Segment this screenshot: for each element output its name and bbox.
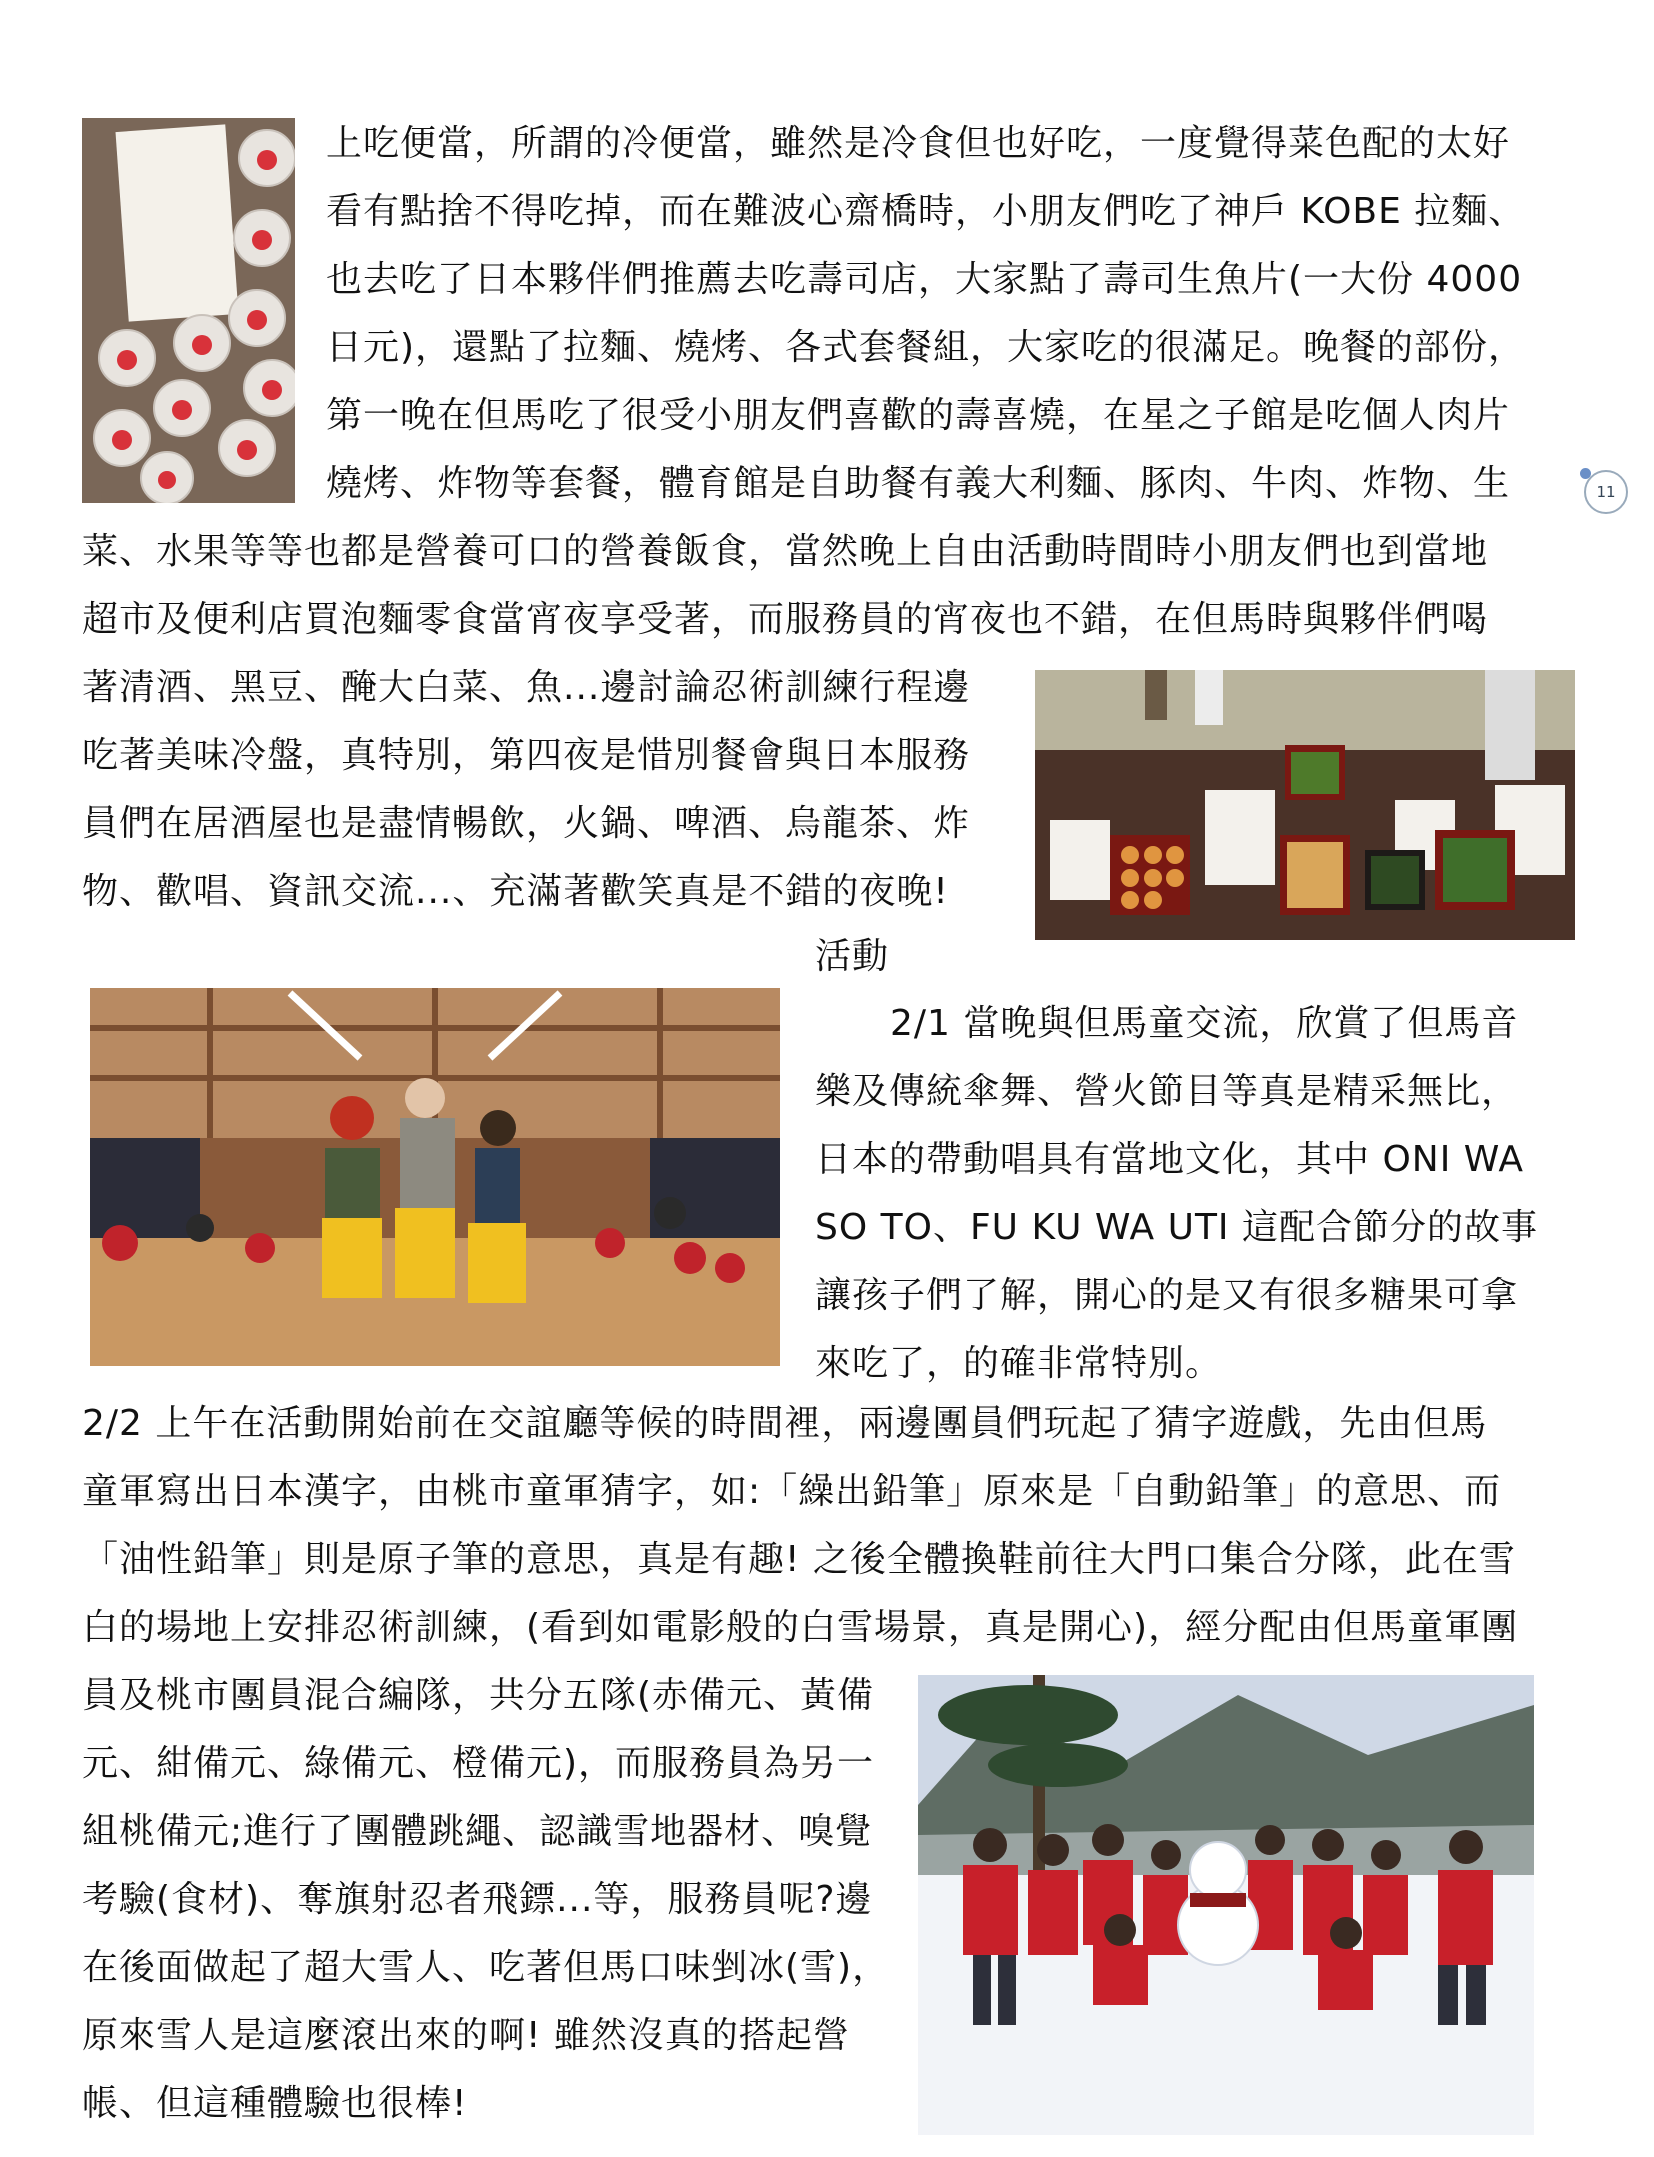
text-line: 也去吃了日本夥伴們推薦去吃壽司店，大家點了壽司生魚片(一大份 4000	[326, 259, 1523, 300]
text-line: 童軍寫出日本漢字，由桃市童軍猜字，如:「繰出鉛筆」原來是「自動鉛筆」的意思、而	[82, 1471, 1502, 1512]
text-line: 考驗(食材)、奪旗射忍者飛鏢...等，服務員呢?邊	[82, 1879, 873, 1920]
text-line: 2/1 當晚與但馬童交流，欣賞了但馬音	[890, 1003, 1519, 1044]
text-line: 帳、但這種體驗也很棒!	[82, 2083, 468, 2124]
text-line: 菜、水果等等也都是營養可口的營養飯食，當然晚上自由活動時間時小朋友們也到當地	[82, 531, 1489, 572]
text-line: 物、歡唱、資訊交流...、充滿著歡笑真是不錯的夜晚!	[82, 871, 949, 912]
text-line: 日元)，還點了拉麵、燒烤、各式套餐組，大家吃的很滿足。晚餐的部份，	[326, 327, 1526, 368]
text-line: 讓孩子們了解，開心的是又有很多糖果可拿	[815, 1275, 1519, 1316]
text-line: 看有點捨不得吃掉，而在難波心齋橋時，小朋友們吃了神戶 KOBE 拉麵、	[326, 191, 1526, 232]
text-line: 員及桃市團員混合編隊，共分五隊(赤備元、黃備	[82, 1675, 875, 1716]
text-line: 員們在居酒屋也是盡情暢飲，火鍋、啤酒、烏龍茶、炸	[82, 803, 971, 844]
text-line: 元、紺備元、綠備元、橙備元)，而服務員為另一	[82, 1743, 875, 1784]
text-line: 超市及便利店買泡麵零食當宵夜享受著，而服務員的宵夜也不錯，在但馬時與夥伴們喝	[82, 599, 1489, 640]
text-line: 來吃了，的確非常特別。	[815, 1343, 1223, 1384]
text-line: 2/2 上午在活動開始前在交誼廳等候的時間裡，兩邊團員們玩起了猜字遊戲，先由但馬	[82, 1403, 1488, 1444]
text-line: 著清酒、黑豆、醃大白菜、魚...邊討論忍術訓練行程邊	[82, 667, 971, 708]
text-line: 原來雪人是這麼滾出來的啊! 雖然沒真的搭起營	[82, 2015, 850, 2056]
page-number: 11	[1584, 470, 1628, 514]
text-line: 「油性鉛筆」則是原子筆的意思，真是有趣! 之後全體換鞋前往大門口集合分隊，此在雪	[82, 1539, 1516, 1580]
text-line: 燒烤、炸物等套餐，體育館是自助餐有義大利麵、豚肉、牛肉、炸物、生	[326, 463, 1511, 504]
text-line: SO TO、FU KU WA UTI 這配合節分的故事	[815, 1207, 1538, 1248]
daikon-pickle-photo	[82, 118, 295, 503]
text-line: 在後面做起了超大雪人、吃著但馬口味剉冰(雪)，	[82, 1947, 890, 1988]
text-line: 上吃便當，所謂的冷便當，雖然是冷食但也好吃，一度覺得菜色配的太好	[326, 123, 1511, 164]
text-line: 吃著美味冷盤，真特別，第四夜是惜別餐會與日本服務	[82, 735, 971, 776]
text-line: 第一晚在但馬吃了很受小朋友們喜歡的壽喜燒，在星之子館是吃個人肉片	[326, 395, 1511, 436]
text-line: 白的場地上安排忍術訓練，(看到如電影般的白雪場景，真是開心)，經分配由但馬童軍團	[82, 1607, 1519, 1648]
gym-performance-photo	[90, 988, 780, 1366]
text-line: 日本的帶動唱具有當地文化，其中 ONI WA	[815, 1139, 1525, 1180]
food-dishes-photo	[1035, 670, 1575, 940]
section-title: 活動	[815, 936, 890, 977]
snow-group-photo	[918, 1675, 1534, 2135]
text-line: 樂及傳統傘舞、營火節目等真是精采無比，	[815, 1071, 1519, 1112]
text-line: 組桃備元;進行了團體跳繩、認識雪地器材、嗅覺	[82, 1811, 873, 1852]
